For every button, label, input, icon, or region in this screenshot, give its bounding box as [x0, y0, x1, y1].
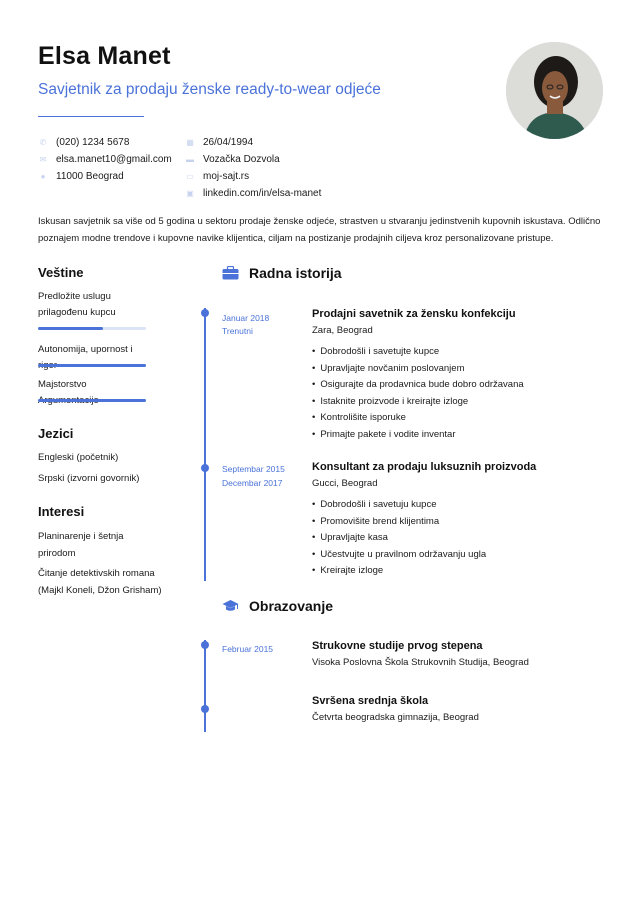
contact-phone[interactable]: ✆ (020) 1234 5678: [39, 137, 130, 148]
list-item: • Istaknite proizvode i kreirajte izloge: [312, 394, 524, 411]
job-duties-list: [312, 497, 486, 580]
linkedin-icon: ▣: [186, 189, 194, 198]
language-item: Srpski (izvorni govornik): [38, 473, 140, 484]
skill-level-bar: [38, 364, 146, 367]
skill-level-fill: [38, 364, 146, 367]
skills-heading: Veštine: [38, 265, 84, 280]
profile-summary: Iskusan savjetnik sa više od 5 godina u sektoru prodaje ženske odjeće, strastven u stvaranju jedinstvenih kupovnih iskustava. Odlično poznajem modne trendove i kupovne navike klijentica, ciljam na postizanje prodajnih ciljeva kroz personalizovane pristupe.: [38, 216, 601, 244]
skill-level-fill: [38, 399, 146, 402]
profile-photo: [506, 42, 603, 139]
header-divider: [38, 116, 144, 117]
job-duties-list: [312, 344, 524, 443]
briefcase-icon: [222, 266, 239, 280]
education-date: Februar 2015: [222, 644, 274, 654]
contact-email[interactable]: ✉ elsa.manet10@gmail.com: [39, 154, 172, 165]
contact-linkedin[interactable]: ▣ linkedin.com/in/elsa-manet: [186, 188, 322, 199]
list-item: • Kontrolišite isporuke: [312, 410, 524, 427]
list-item: • Promovišite brend klijentima: [312, 514, 486, 531]
contact-location: ● 11000 Beograd: [38, 168, 172, 185]
timeline-dot: [201, 309, 209, 317]
list-item: • Primajte pakete i vodite inventar: [312, 427, 524, 444]
job-date-start: Septembar 2015: [222, 464, 285, 474]
contact-license: ▬ Vozačka Dozvola: [186, 154, 280, 165]
phone-icon: ✆: [39, 138, 47, 147]
graduation-cap-icon: [222, 599, 239, 613]
location-icon: ●: [40, 172, 46, 181]
skill-level-bar: [38, 399, 146, 402]
list-item: • Kreirajte izloge: [312, 563, 486, 580]
timeline-dot: [201, 464, 209, 472]
job-title: Prodajni savetnik za žensku konfekciju: [312, 308, 516, 320]
website-icon: ▭: [186, 172, 194, 181]
list-item: • Upravljajte kasa: [312, 530, 486, 547]
job-date-end: Decembar 2017: [222, 478, 283, 488]
timeline-dot: [201, 641, 209, 649]
education-timeline: [204, 640, 206, 732]
contact-birthdate: ▦ 26/04/1994: [186, 137, 254, 148]
skill-level-bar: [38, 327, 146, 330]
job-company: Gucci, Beograd: [312, 478, 378, 489]
job-title: Savjetnik za prodaju ženske ready-to-wear odjeće: [38, 81, 381, 98]
education-degree: Strukovne studije prvog stepena: [312, 640, 483, 652]
car-icon: ▬: [186, 155, 194, 164]
list-item: • Osigurajte da prodavnica bude dobro održavana: [312, 377, 524, 394]
list-item: • Upravljajte novčanim poslovanjem: [312, 361, 524, 378]
education-title: Obrazovanje: [249, 598, 334, 614]
interest-item: Čitanje detektivskih romana (Majkl Koneli, Džon Grisham): [38, 568, 162, 596]
work-timeline: [204, 308, 206, 581]
mail-icon: ✉: [39, 155, 47, 164]
skill-item: Majstorstvo: [38, 379, 87, 390]
job-date-end: Trenutni: [222, 326, 253, 336]
languages-heading: Jezici: [38, 426, 74, 441]
job-title: Konsultant za prodaju luksuznih proizvoda: [312, 461, 537, 473]
contact-website[interactable]: ▭ moj-sajt.rs: [186, 171, 250, 182]
skill-item: Autonomija, upornost i: [38, 344, 133, 355]
interests-heading: Interesi: [38, 504, 85, 519]
education-school: Visoka Poslovna Škola Strukovnih Studija, Beograd: [312, 657, 529, 668]
education-degree: Svršena srednja škola: [312, 695, 429, 707]
calendar-icon: ▦: [186, 138, 194, 147]
list-item: • Dobrodošli i savetujte kupce: [312, 344, 524, 361]
job-company: Zara, Beograd: [312, 325, 373, 336]
education-heading: [222, 598, 333, 614]
list-item: • Učestvujte u pravilnom održavanju ugla: [312, 547, 486, 564]
education-school: Četvrta beogradska gimnazija, Beograd: [312, 712, 479, 723]
contact-list-left: [38, 134, 172, 185]
list-item: • Dobrodošli i savetuju kupce: [312, 497, 486, 514]
work-history-heading: [222, 265, 342, 281]
job-date-start: Januar 2018: [222, 313, 270, 323]
work-history-title: Radna istorija: [249, 265, 342, 281]
timeline-dot: [201, 705, 209, 713]
interest-item: Planinarenje i šetnja prirodom: [38, 531, 124, 559]
contact-list-right: [185, 134, 321, 202]
skill-level-fill: [38, 327, 103, 330]
candidate-name: Elsa Manet: [38, 42, 171, 70]
skill-item: Predložite uslugu prilagođenu kupcu: [38, 291, 116, 318]
language-item: Engleski (početnik): [38, 452, 119, 463]
